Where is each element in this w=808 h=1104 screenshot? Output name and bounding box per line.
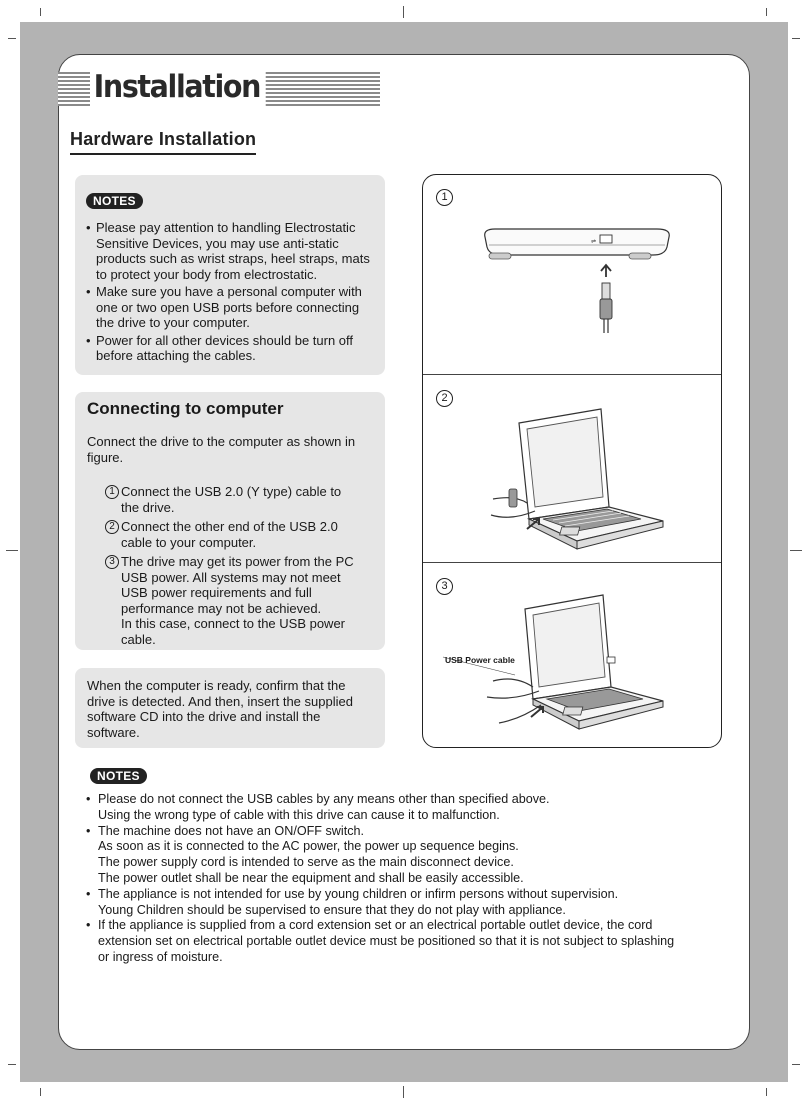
note-line: Make sure you have a personal computer with: [96, 284, 362, 299]
notes-list: [86, 220, 376, 366]
crop-mark: [766, 8, 767, 16]
note-line: or ingress of moisture.: [98, 949, 223, 964]
crop-mark: [40, 1088, 41, 1096]
figure-number: 3: [436, 578, 453, 595]
list-item: [86, 792, 726, 824]
note-line: extension set on electrical portable outlet device must be positioned so that it is not subject to splashing: [98, 934, 675, 949]
ready-line: drive is detected. And then, insert the supplied: [87, 693, 353, 709]
figure-panel: [422, 174, 722, 748]
note-line: Using the wrong type of cable with this drive can cause it to malfunction.: [98, 807, 500, 822]
crop-mark: [403, 6, 404, 18]
note-line: The power outlet shall be near the equipment and shall be easily accessible.: [98, 870, 524, 885]
list-item: [105, 484, 363, 515]
svg-text:⇌: ⇌: [591, 239, 597, 245]
note-line: Young Children should be supervised to ensure that they do not play with appliance.: [98, 902, 566, 917]
crop-mark: [8, 1064, 16, 1065]
list-item: [86, 887, 726, 919]
crop-mark: [792, 1064, 800, 1065]
list-item: [105, 519, 363, 550]
page-title: Installation: [90, 68, 266, 106]
step-line: USB power. All systems may not meet: [121, 569, 341, 585]
crop-mark: [8, 38, 16, 39]
step-line: cable.: [121, 631, 156, 647]
laptop-illustration: [423, 403, 721, 563]
crop-mark: [6, 550, 18, 551]
ready-text: [87, 678, 379, 740]
notes-badge: NOTES: [86, 193, 143, 209]
note-line: to protect your body from electrostatic.: [96, 266, 318, 282]
step-line: Connect the USB 2.0 (Y type) cable to: [121, 484, 342, 499]
note-line: the drive to your computer.: [96, 315, 250, 330]
crop-mark: [40, 8, 41, 16]
step-number: 2: [105, 520, 119, 534]
step-line: performance may not be achieved.: [121, 600, 322, 616]
figure-number: 1: [436, 189, 453, 206]
note-line: Please pay attention to handling Electrostatic: [96, 220, 356, 235]
note-line: • If the appliance is supplied from a cord extension set or an electrical portable outlet device, the cord: [98, 918, 653, 933]
drive-illustration: [423, 215, 721, 395]
list-item: [86, 284, 376, 331]
ready-line: software CD into the drive and install the: [87, 709, 321, 724]
section-title: Hardware Installation: [70, 129, 256, 155]
note-line: • The machine does not have an ON/OFF switch.: [98, 823, 364, 838]
ready-line: software.: [87, 724, 140, 740]
list-item: [86, 824, 726, 887]
note-line: As soon as it is connected to the AC power, the power up sequence begins.: [98, 839, 519, 854]
step-line: In this case, connect to the USB power: [121, 616, 346, 631]
laptop-power-illustration: [423, 587, 721, 747]
list-item: [105, 554, 363, 647]
bottom-notes-list: [86, 792, 726, 966]
note-line: Power for all other devices should be turn off: [96, 332, 354, 348]
note-line: The power supply cord is intended to serve as the main disconnect device.: [98, 855, 514, 870]
crop-mark: [766, 1088, 767, 1096]
crop-mark: [403, 1086, 404, 1098]
notes-box: [75, 175, 385, 375]
list-item: [86, 220, 376, 282]
ready-line: When the computer is ready, confirm that the: [87, 678, 346, 693]
bottom-notes-badge: NOTES: [90, 768, 147, 784]
intro-line: figure.: [87, 449, 124, 465]
intro-line: Connect the drive to the computer as shown in: [87, 434, 356, 449]
step-line: USB power requirements and full: [121, 585, 312, 600]
figure-number: 2: [436, 390, 453, 407]
note-line: Sensitive Devices, you may use anti-static: [96, 235, 339, 251]
crop-mark: [790, 550, 802, 551]
note-line: • The appliance is not intended for use by young children or infirm persons without supervision.: [98, 886, 619, 901]
step-number: 1: [105, 485, 119, 499]
step-line: the drive.: [121, 499, 175, 515]
note-line: products such as wrist straps, heel straps, mats: [96, 251, 370, 266]
step-line: cable to your computer.: [121, 534, 257, 550]
connecting-title: Connecting to computer: [87, 399, 284, 418]
step-line: The drive may get its power from the PC: [121, 554, 354, 569]
step-number: 3: [105, 555, 119, 569]
steps-list: [105, 484, 363, 651]
note-line: • Please do not connect the USB cables by any means other than specified above.: [98, 792, 550, 806]
note-line: before attaching the cables.: [96, 348, 256, 363]
step-line: Connect the other end of the USB 2.0: [121, 519, 338, 534]
list-item: [86, 333, 376, 364]
usb-power-cable-label: USB Power cable: [445, 655, 515, 665]
list-item: [86, 918, 726, 965]
note-line: one or two open USB ports before connecting: [96, 299, 360, 315]
ready-box: [75, 668, 385, 748]
connecting-box: [75, 392, 385, 650]
connecting-intro: [87, 434, 362, 465]
crop-mark: [792, 38, 800, 39]
